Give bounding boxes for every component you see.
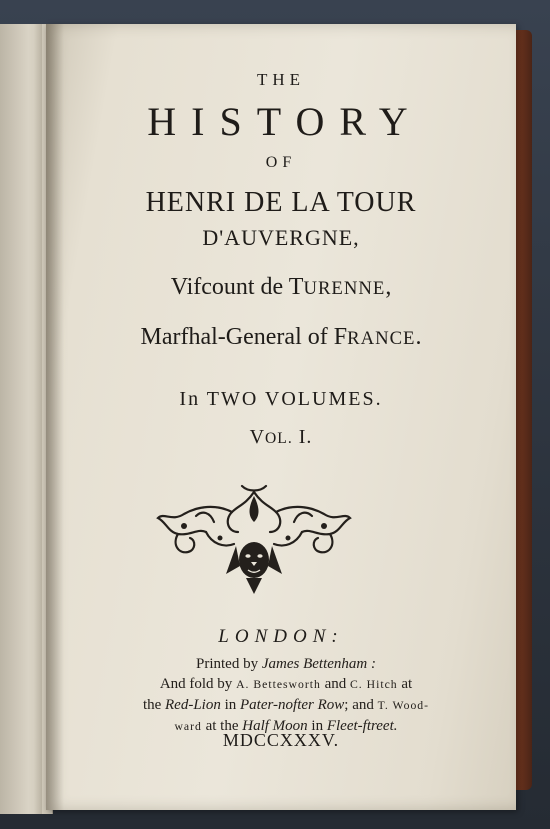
- subject-name-line1: HENRI DE LA TOUR: [145, 187, 417, 218]
- viscount-suffix: ,: [385, 274, 392, 300]
- bookseller-bettesworth: A. Bettesworth: [236, 678, 321, 691]
- sold-by-prefix: And fold by: [159, 676, 237, 692]
- printed-by-prefix: Printed by: [196, 656, 262, 672]
- address-at-the: at the: [201, 718, 243, 734]
- sold-by-at: at: [397, 676, 413, 692]
- bookseller-woodward: T. Wood-: [377, 699, 430, 712]
- france-initial: F: [333, 324, 348, 350]
- address-in-2: in: [307, 718, 327, 734]
- title-history: HISTORY: [147, 99, 423, 144]
- turenne-initial: T: [288, 274, 304, 300]
- volume-number-line: [46, 426, 516, 449]
- title-of: OF: [265, 154, 297, 171]
- address-and: ; and: [344, 697, 378, 713]
- street-pater-noster: Pater-nofter Row: [240, 697, 345, 713]
- viscount-line: [46, 274, 516, 301]
- sold-by-and: and: [320, 676, 350, 692]
- vol-initial: V: [249, 426, 266, 448]
- imprint-line-printer: [76, 654, 496, 674]
- street-fleet: Fleet-ftreet.: [326, 718, 398, 734]
- printer-name: James Bettenham :: [261, 656, 376, 672]
- gutter-shadow: [46, 24, 64, 810]
- vol-number: I.: [292, 426, 313, 448]
- title-the: THE: [256, 70, 306, 89]
- address-the: the: [142, 697, 166, 713]
- address-in: in: [220, 697, 241, 713]
- title-page: [46, 24, 516, 810]
- marshal-prefix: Marfhal-General of: [140, 324, 334, 350]
- fleuron-mask-ornament-icon: [154, 482, 354, 597]
- sign-red-lion: Red-Lion: [165, 697, 221, 713]
- turenne-rest: URENNE: [303, 278, 386, 299]
- bookseller-hitch: C. Hitch: [350, 678, 398, 691]
- woodward-continued: ward: [174, 720, 202, 733]
- vol-rest: OL.: [265, 430, 293, 447]
- imprint-city: LONDON:: [218, 626, 344, 647]
- marshal-line: [46, 324, 516, 351]
- france-rest: RANCE: [347, 328, 416, 349]
- volumes-text: TWO VOLUMES.: [200, 388, 383, 410]
- imprint-line-address: [76, 695, 496, 716]
- viscount-prefix: Vifcount de: [170, 274, 289, 300]
- imprint-line-sold: [76, 674, 496, 695]
- volumes-in: In: [179, 388, 201, 410]
- sign-half-moon: Half Moon: [242, 718, 308, 734]
- subject-name-line2: D'AUVERGNE,: [202, 225, 360, 250]
- marshal-suffix: .: [415, 324, 422, 350]
- left-page-shadow: [34, 24, 42, 814]
- volumes-line: [46, 388, 516, 411]
- imprint-block: [76, 654, 496, 737]
- imprint-date: MDCCXXXV.: [222, 730, 340, 750]
